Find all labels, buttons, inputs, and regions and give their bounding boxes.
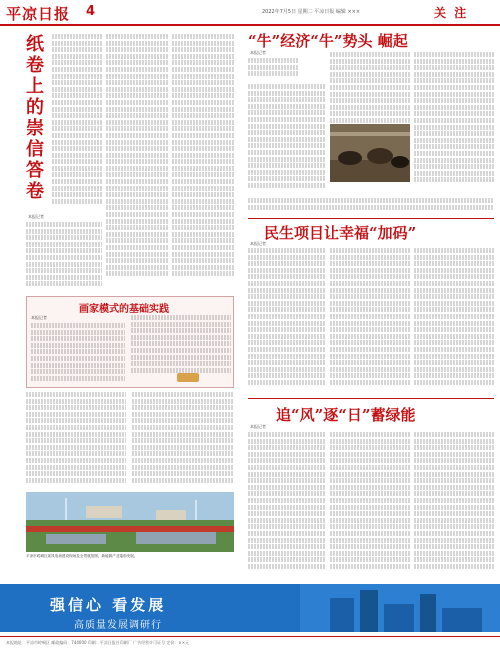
top-article-col1 bbox=[248, 84, 326, 196]
bottom-article-title: 追“风”逐“日”蓄绿能 bbox=[276, 406, 416, 424]
inset-box bbox=[26, 296, 234, 388]
left-feature-byline: 本报记者 bbox=[28, 214, 44, 219]
news-photo bbox=[26, 492, 234, 552]
left-lower-col1 bbox=[26, 392, 126, 488]
inset-body-col1 bbox=[31, 323, 125, 385]
bottom-article-col3 bbox=[414, 432, 494, 580]
left-feature-body-col3 bbox=[172, 34, 234, 292]
bottom-article-byline: 本报记者 bbox=[250, 424, 266, 429]
top-article-col3 bbox=[414, 52, 494, 196]
divider bbox=[248, 218, 494, 219]
mid-article-byline: 本报记者 bbox=[250, 241, 266, 246]
inset-byline: 本报记者 bbox=[31, 315, 47, 320]
top-article-lede bbox=[248, 58, 298, 80]
left-feature-body-col1 bbox=[26, 222, 102, 292]
page-number: 4 bbox=[86, 4, 96, 19]
left-lower-col2 bbox=[132, 392, 234, 488]
left-feature-title: 纸 卷 上 的 崇 信 答 卷 bbox=[26, 34, 44, 202]
date-info: 2022年7月5日 星期二 平凉日报 编辑 ××× bbox=[262, 9, 361, 15]
top-article-title: “牛”经济“牛”势头 崛起 bbox=[248, 32, 408, 50]
newspaper-logo: 平凉日报 bbox=[6, 5, 71, 23]
banner-subheadline: 高质量发展调研行 bbox=[74, 620, 162, 631]
mid-article-col3 bbox=[414, 248, 494, 396]
bottom-article-col2 bbox=[330, 432, 410, 580]
mid-article-col1 bbox=[248, 248, 326, 396]
inset-title: 画家模式的基础实践 bbox=[79, 304, 169, 315]
mid-article-col2 bbox=[330, 248, 410, 396]
banner-headline: 强信心 看发展 bbox=[50, 596, 167, 614]
inset-seal-icon bbox=[177, 373, 199, 382]
bottom-article-col1 bbox=[248, 432, 326, 580]
cattle-photo bbox=[330, 124, 410, 182]
top-article-tail bbox=[248, 198, 494, 218]
left-feature-body-col0 bbox=[52, 34, 102, 214]
top-article-byline: 本报记者 bbox=[250, 50, 266, 55]
inset-body-col2 bbox=[131, 315, 231, 377]
mid-article-title: 民生项目让幸福“加码” bbox=[264, 224, 417, 242]
page-footer: 本报地址：平凉市崆峒区 邮政编码：744000 印刷：平凉日报社印刷厂 广告经营许可证号 定价：××元 bbox=[0, 636, 500, 649]
masthead bbox=[0, 0, 500, 26]
left-feature-body-col2 bbox=[106, 34, 168, 292]
photo-caption: 平凉市崆峒区某风电场建设现场及全景航拍图，新能源产业蓬勃发展。 bbox=[26, 554, 138, 558]
divider-2 bbox=[248, 398, 494, 399]
section-title: 关 注 bbox=[434, 6, 469, 20]
